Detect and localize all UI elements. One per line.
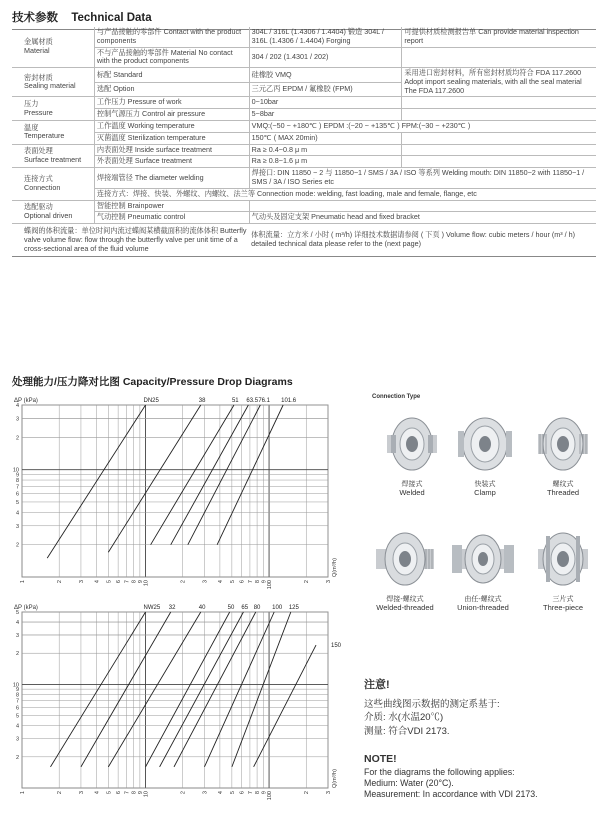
note-en <box>364 767 538 800</box>
x-tick-label: 4 <box>217 580 224 584</box>
table-row <box>12 97 596 109</box>
series-label: 76.1 <box>258 398 271 404</box>
x-tick-label: 3 <box>78 580 85 584</box>
fitting-three-piece: 三片式 Three-piece <box>530 520 596 613</box>
table-cell: 304L / 316L (1.4306 / 1.4404) 锻造 304L / 316L (1.4306 / 1.4404) Forging <box>249 27 402 47</box>
series-label: 150 <box>331 643 342 650</box>
category-cell: 表面处理 Surface treatment <box>12 144 94 168</box>
table-cell: 三元乙丙 EPDM / 氟橡胶 (FPM) <box>249 82 402 97</box>
fitting-clamp: 快装式 Clamp <box>452 405 518 498</box>
x-tick-label: 10 <box>143 791 150 798</box>
x-tick-label: 4 <box>94 791 101 795</box>
x-tick-label: 3 <box>326 791 332 795</box>
x-tick-label: 2 <box>180 791 187 795</box>
y-tick-label: 2 <box>15 651 19 658</box>
table-cell: Ra ≥ 0.8~1.6 μ m <box>249 156 402 168</box>
x-tick-label: 8 <box>255 791 262 795</box>
table-row <box>12 156 596 168</box>
y-tick-label: 2 <box>15 542 19 549</box>
table-cell <box>402 156 596 168</box>
x-tick-label: 9 <box>137 580 144 584</box>
y-tick-label: 2 <box>15 435 19 442</box>
y-axis-label: ΔP (kPa) <box>14 398 38 404</box>
x-tick-label: 1 <box>20 791 26 795</box>
series-label: 38 <box>198 398 206 404</box>
y-tick-label: 9 <box>15 687 19 694</box>
table-row <box>12 188 596 200</box>
category-cell: 金属材质 Material <box>12 27 94 68</box>
footer-left: 蝶阀的体积流量：单位时间内流过蝶阀某横截面积的流体体积 Butterfly valve volume flow: flow through the butterfly valve per unit time of a cross-sectional area of the fluid volume <box>12 224 249 257</box>
y-tick-label: 5 <box>15 499 19 506</box>
x-tick-label: 3 <box>202 580 209 584</box>
table-row <box>12 200 596 212</box>
y-tick-label: 3 <box>15 523 19 530</box>
table-row <box>12 132 596 144</box>
y-tick-label: 4 <box>15 403 19 409</box>
table-row <box>12 224 596 257</box>
tech-table <box>12 27 596 257</box>
table-cell: 外表面处理 Surface treatment <box>94 156 249 168</box>
series-label: DN25 <box>143 398 159 404</box>
x-tick-label: 10 <box>143 580 150 587</box>
series-label: 80 <box>253 605 261 611</box>
y-tick-label: 8 <box>15 478 19 485</box>
table-cell: 硅橡胶 VMQ <box>249 68 402 83</box>
y-tick-label: 8 <box>15 692 19 699</box>
table-cell: 焊接口: DIN 11850 − 2 与 11850−1 / SMS / 3A / ISO 等系列 Welding mouth: DIN 11850−2 with 11850−1 / SMS / 3A / ISO Series etc <box>249 168 596 189</box>
table-cell: Ra ≥ 0.4~0.8 μ m <box>249 144 402 156</box>
note-line: 测量: 符合VDI 2173. <box>364 725 450 737</box>
y-tick-label: 6 <box>15 705 19 712</box>
footer-right: 体积流量：立方米 / 小时 ( m³/h) 详细技术数据请参阅 ( 下页 ) Volume flow: cubic meters / hour (m³ / h) detailed technical data please refer to the (next page) <box>249 224 596 257</box>
table-cell <box>402 109 596 121</box>
table-row <box>12 109 596 121</box>
series-line <box>151 405 234 545</box>
series-label: 51 <box>231 398 239 404</box>
x-tick-label: 6 <box>239 580 246 584</box>
x-tick-label: 2 <box>304 791 311 795</box>
x-tick-label: 5 <box>106 580 113 584</box>
y-tick-label: 3 <box>15 736 19 743</box>
x-tick-label: 9 <box>137 791 144 795</box>
y-tick-label: 5 <box>15 713 19 720</box>
series-label: 40 <box>198 605 206 611</box>
series-label: 50 <box>227 605 235 611</box>
series-line <box>108 405 200 552</box>
table-cell: 5~8bar <box>249 109 402 121</box>
table-cell <box>402 97 596 109</box>
y-tick-label: 7 <box>15 698 19 705</box>
table-cell: 气动头及固定支架 Pneumatic head and fixed bracket <box>249 212 596 224</box>
series-label: NW25 <box>143 605 161 611</box>
welded-valve-icon <box>381 405 443 481</box>
y-axis-label: ΔP (kPa) <box>14 605 38 611</box>
table-cell <box>402 144 596 156</box>
note-title-cn: 注意! <box>364 679 390 691</box>
table-cell: 内表面处理 Inside surface treatment <box>94 144 249 156</box>
x-tick-label: 2 <box>180 580 187 584</box>
table-cell: 可提供材质检测报告单 Can provide material inspection report <box>402 27 596 47</box>
table-cell: 控制气源压力 Control air pressure <box>94 109 249 121</box>
note-line: Medium: Water (20°C). <box>364 777 454 788</box>
x-tick-label: 5 <box>229 791 236 795</box>
x-tick-label: 9 <box>261 580 268 584</box>
pressure-drop-chart-1 <box>0 390 350 590</box>
x-tick-label: 9 <box>261 791 268 795</box>
note-cn <box>364 698 500 738</box>
x-tick-label: 5 <box>229 580 236 584</box>
category-cell: 选配驱动 Optional driven <box>12 200 94 224</box>
table-cell: 选配 Option <box>94 82 249 97</box>
y-tick-label: 2 <box>15 754 19 761</box>
table-row <box>12 68 596 83</box>
table-row <box>12 27 596 47</box>
table-cell: 与产品接触的零部件 Contact with the product components <box>94 27 249 47</box>
y-tick-label: 9 <box>15 472 19 479</box>
series-label: 32 <box>168 605 176 611</box>
y-tick-label: 4 <box>15 620 19 627</box>
fitting-welded: 焊接式 Welded <box>379 405 445 498</box>
x-tick-label: 2 <box>57 791 64 795</box>
x-tick-label: 3 <box>326 580 332 584</box>
fitting-union-threaded: 由任-螺纹式 Union-threaded <box>450 520 516 613</box>
y-tick-label: 4 <box>15 723 19 730</box>
y-tick-label: 7 <box>15 484 19 491</box>
table-cell: 灭菌温度 Sterilization temperature <box>94 132 249 144</box>
x-tick-label: 3 <box>78 791 85 795</box>
x-tick-label: 4 <box>94 580 101 584</box>
x-axis-label: Q(m³/h) <box>332 769 338 788</box>
table-cell: 连接方式：焊接、快装、外螺纹、内螺纹、法兰等 Connection mode: welding, fast loading, male and female, flange, etc <box>94 188 596 200</box>
y-tick-label: 3 <box>15 416 19 423</box>
y-tick-label: 3 <box>15 632 19 639</box>
table-row <box>12 144 596 156</box>
table-cell: VMQ:(−50 ~ +180℃ ) EPDM :(−20 ~ +135℃ ) FPM:(−30 ~ +230℃ ) <box>249 121 596 133</box>
series-line <box>188 405 261 545</box>
note-line: Measurement: In accordance with VDI 2173. <box>364 788 538 799</box>
category-cell: 连接方式 Connection <box>12 168 94 200</box>
note-line: 介质: 水(水温20℃) <box>364 712 444 724</box>
table-cell: 气动控制 Pneumatic control <box>94 212 249 224</box>
y-tick-label: 5 <box>15 610 19 616</box>
table-cell <box>402 132 596 144</box>
table-cell: 智能控制 Brainpower <box>94 200 249 212</box>
x-axis-label: Q(m³/h) <box>332 558 338 577</box>
category-cell: 密封材质 Sealing material <box>12 68 94 97</box>
x-tick-label: 4 <box>217 791 224 795</box>
series-label: 65 <box>241 605 249 611</box>
x-tick-label: 8 <box>255 580 262 584</box>
category-cell: 温度 Temperature <box>12 121 94 145</box>
x-tick-label: 100 <box>267 580 274 590</box>
table-cell: 焊接端管径 The diameter welding <box>94 168 249 189</box>
x-tick-label: 2 <box>57 580 64 584</box>
table-cell: 不与产品接触的零部件 Material No contact with the product components <box>94 47 249 68</box>
table-row <box>12 168 596 189</box>
table-cell: 工作温度 Working temperature <box>94 121 249 133</box>
series-line <box>254 645 316 767</box>
fitting-threaded: 螺纹式 Threaded <box>530 405 596 498</box>
series-label: 125 <box>288 605 299 611</box>
fitting-welded-threaded: 焊接-螺纹式 Welded-threaded <box>372 520 438 613</box>
table-cell: 标配 Standard <box>94 68 249 83</box>
y-tick-label: 10 <box>12 467 19 474</box>
table-cell <box>402 47 596 68</box>
x-tick-label: 6 <box>116 580 123 584</box>
clamp-valve-icon <box>454 405 516 481</box>
x-tick-label: 7 <box>247 791 254 795</box>
series-line <box>171 405 249 545</box>
tech-title-en: Technical Data <box>71 12 152 24</box>
union-threaded-valve-icon <box>450 520 516 596</box>
table-cell: 工作压力 Pressure of work <box>94 97 249 109</box>
threaded-valve-icon <box>532 405 594 481</box>
y-tick-label: 10 <box>12 682 19 689</box>
table-cell: 150℃ ( MAX 20min) <box>249 132 402 144</box>
x-tick-label: 5 <box>106 791 113 795</box>
y-tick-label: 4 <box>15 510 19 517</box>
x-tick-label: 7 <box>124 580 131 584</box>
diagrams-title: 处理能力/压力降对比图 Capacity/Pressure Drop Diagrams <box>12 376 293 388</box>
series-label: 63.5 <box>246 398 259 404</box>
welded-threaded-valve-icon <box>372 520 438 596</box>
x-tick-label: 7 <box>247 580 254 584</box>
table-row <box>12 47 596 68</box>
x-tick-label: 6 <box>116 791 123 795</box>
chart-frame <box>22 405 328 577</box>
table-row <box>12 212 596 224</box>
series-label: 101.6 <box>281 398 297 404</box>
y-tick-label: 6 <box>15 491 19 498</box>
table-cell: 304 / 202 (1.4301 / 202) <box>249 47 402 68</box>
series-label: 100 <box>272 605 283 611</box>
table-cell: 采用进口密封材料，所有密封材质均符合 FDA 117.2600 Adopt import sealing materials, with all the seal material The FDA 117.2600 <box>402 68 596 97</box>
x-tick-label: 1 <box>20 580 26 584</box>
note-line: For the diagrams the following applies: <box>364 767 515 777</box>
x-tick-label: 2 <box>304 580 311 584</box>
note-title-en: NOTE! <box>364 753 397 765</box>
table-cell: 0~10bar <box>249 97 402 109</box>
pressure-drop-chart-2 <box>0 595 350 813</box>
tech-title-cn: 技术参数 <box>12 12 58 24</box>
three-piece-valve-icon <box>532 520 594 596</box>
x-tick-label: 8 <box>131 791 138 795</box>
x-tick-label: 3 <box>202 791 209 795</box>
table-row <box>12 121 596 133</box>
x-tick-label: 7 <box>124 791 131 795</box>
x-tick-label: 8 <box>131 580 138 584</box>
x-tick-label: 6 <box>239 791 246 795</box>
category-cell: 压力 Pressure <box>12 97 94 121</box>
chart-frame <box>22 612 328 788</box>
note-line: 这些曲线图示数据的测定系基于: <box>364 699 500 710</box>
x-tick-label: 100 <box>267 791 274 801</box>
table-cell <box>249 200 596 212</box>
connection-type-title: Connection Type <box>372 394 421 400</box>
